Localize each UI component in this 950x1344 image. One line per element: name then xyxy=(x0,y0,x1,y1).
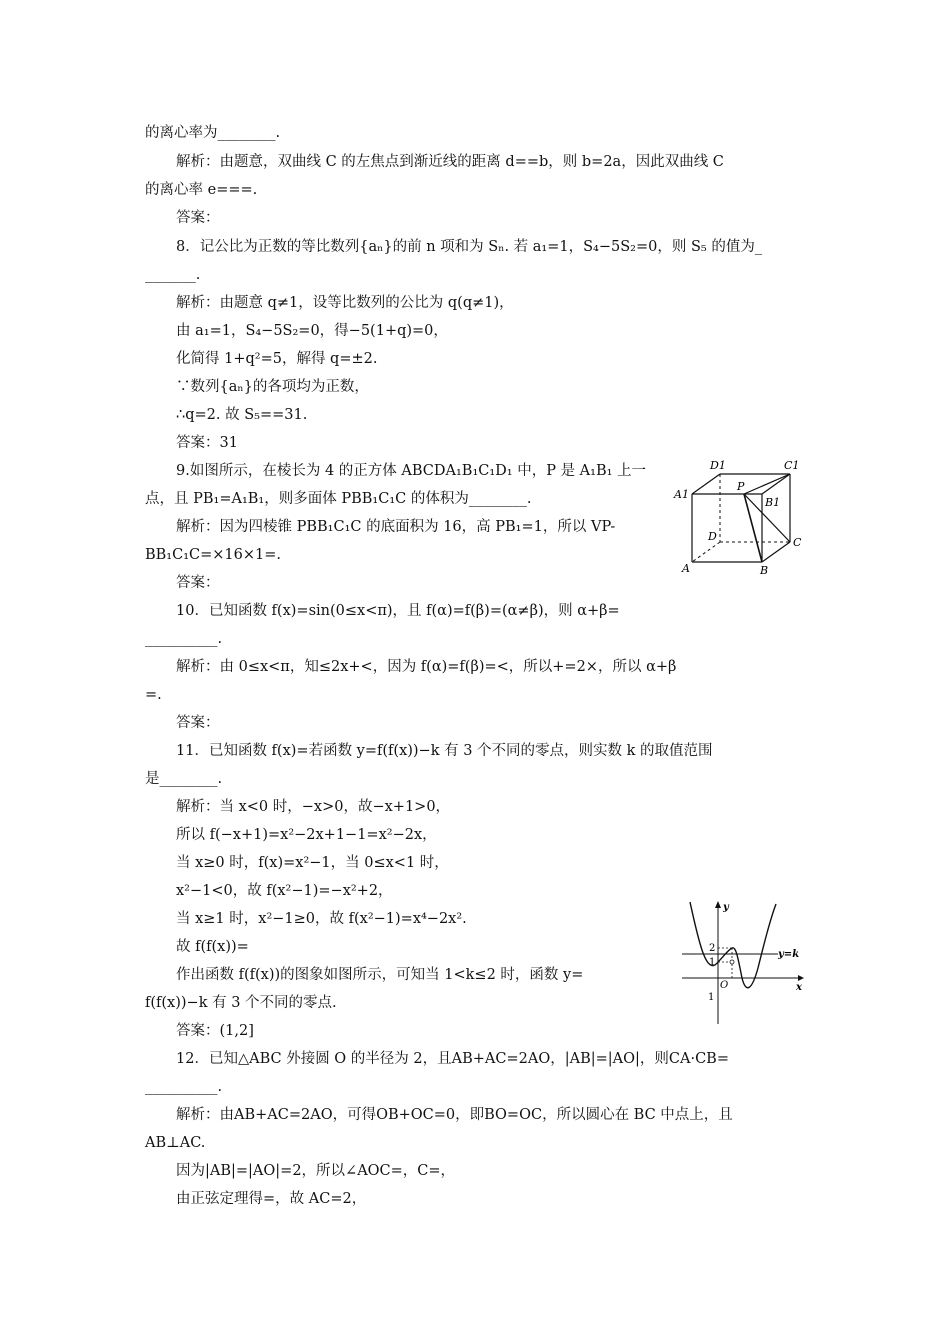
text-line: __________. xyxy=(145,631,223,647)
text-line: 解析：当 x<0 时，−x>0，故−x+1>0， xyxy=(176,799,451,815)
text-line: =. xyxy=(145,687,162,703)
text-line: 11．已知函数 f(x)=若函数 y=f(f(x))−k 有 3 个不同的零点，则实数 k 的取值范围 xyxy=(176,743,713,759)
label-tick-2: 2 xyxy=(709,943,716,954)
function-graph-figure xyxy=(680,898,810,1034)
label-b1: B1 xyxy=(765,496,781,509)
text-line: 解析：由题意，双曲线 C 的左焦点到渐近线的距离 d==b，则 b=2a，因此双曲线 C xyxy=(176,154,724,170)
cube-diagram xyxy=(672,456,812,582)
text-line: ∴q=2. 故 S₅==31. xyxy=(176,407,308,423)
label-y-axis: y xyxy=(723,902,729,913)
edge-da-hidden xyxy=(692,542,720,562)
open-point xyxy=(730,960,734,964)
label-a1: A1 xyxy=(674,488,689,501)
x-axis-arrow xyxy=(798,975,804,981)
label-d1: D1 xyxy=(710,459,726,472)
text-line: 解析：由 0≤x<π，知≤2x+<，因为 f(α)=f(β)=<，所以+=2×，所以 α+β xyxy=(176,659,677,675)
text-line: 12．已知△ABC 外接圆 O 的半径为 2，且AB+AC=2AO，|AB|=|AO|，则CA·CB= xyxy=(176,1051,729,1067)
text-line: 作出函数 f(f(x))的图象如图所示，可知当 1<k≤2 时，函数 y= xyxy=(176,967,584,983)
text-line: 当 x≥0 时，f(x)=x²−1，当 0≤x<1 时， xyxy=(176,855,449,871)
label-tick-1: 1 xyxy=(709,957,716,968)
text-line: 因为|AB|=|AO|=2，所以∠AOC=，C=， xyxy=(176,1163,456,1179)
text-line: 答案： xyxy=(176,575,220,591)
text-line: BB₁C₁C=×16×1=. xyxy=(145,547,282,563)
text-line: 答案：31 xyxy=(176,435,238,451)
label-x-axis: x xyxy=(796,982,802,993)
text-line: f(f(x))−k 有 3 个不同的零点. xyxy=(145,995,337,1011)
text-line: 由正弦定理得=，故 AC=2， xyxy=(176,1191,367,1207)
text-line: 化简得 1+q²=5，解得 q=±2. xyxy=(176,351,378,367)
text-line: 解析：由题意 q≠1，设等比数列的公比为 q(q≠1)， xyxy=(176,295,514,311)
text-line: _______. xyxy=(145,267,201,283)
edge-bc xyxy=(762,542,790,562)
text-line: 解析：由AB+AC=2AO，可得OB+OC=0，即BO=OC，所以圆心在 BC 中点上，且 xyxy=(176,1107,733,1123)
text-line: ∵数列{aₙ}的各项均为正数， xyxy=(176,379,369,395)
text-line: 的离心率 e===. xyxy=(145,182,258,198)
text-line: 9.如图所示，在棱长为 4 的正方体 ABCDA₁B₁C₁D₁ 中，P 是 A₁B₁ 上一 xyxy=(176,463,647,479)
curve-f-of-f-of-x xyxy=(690,902,776,988)
text-line: 故 f(f(x))= xyxy=(176,939,249,955)
label-y-equals-k: y=k xyxy=(778,949,800,960)
text-line: __________. xyxy=(145,1079,223,1095)
label-b: B xyxy=(760,564,769,577)
label-p: P xyxy=(737,480,745,493)
label-origin: O xyxy=(720,980,729,991)
text-line: 点，且 PB₁=A₁B₁，则多面体 PBB₁C₁C 的体积为________. xyxy=(145,491,532,507)
label-tick-minus1: 1 xyxy=(708,992,715,1003)
text-line: 所以 f(−x+1)=x²−2x+1−1=x²−2x， xyxy=(176,827,437,843)
text-line: 由 a₁=1，S₄−5S₂=0，得−5(1+q)=0， xyxy=(176,323,448,339)
label-d: D xyxy=(708,530,717,543)
label-a: A xyxy=(682,562,690,575)
text-line: 答案： xyxy=(176,715,220,731)
text-line: 的离心率为________. xyxy=(145,125,281,141)
text-line: 答案： xyxy=(176,210,220,226)
text-line: x²−1<0，故 f(x²−1)=−x²+2， xyxy=(176,883,393,899)
text-line: 当 x≥1 时，x²−1≥0，故 f(x²−1)=x⁴−2x². xyxy=(176,911,467,927)
text-line: 10．已知函数 f(x)=sin(0≤x<π)，且 f(α)=f(β)=(α≠β)，则 α+β= xyxy=(176,603,620,619)
y-axis-arrow xyxy=(715,901,721,908)
text-line: 答案：(1,2] xyxy=(176,1023,254,1039)
text-line: 是________. xyxy=(145,771,223,787)
function-graph xyxy=(680,898,810,1030)
edge-a1d1 xyxy=(692,474,720,494)
label-c1: C1 xyxy=(784,459,800,472)
text-line: AB⊥AC. xyxy=(145,1135,206,1151)
cube-figure xyxy=(672,456,812,586)
text-line: 解析：因为四棱锥 PBB₁C₁C 的底面积为 16，高 PB₁=1，所以 VP- xyxy=(176,519,616,535)
label-c: C xyxy=(793,536,802,549)
text-line: 8．记公比为正数的等比数列{aₙ}的前 n 项和为 Sₙ. 若 a₁=1，S₄−5S₂=0，则 S₅ 的值为_ xyxy=(176,239,763,255)
